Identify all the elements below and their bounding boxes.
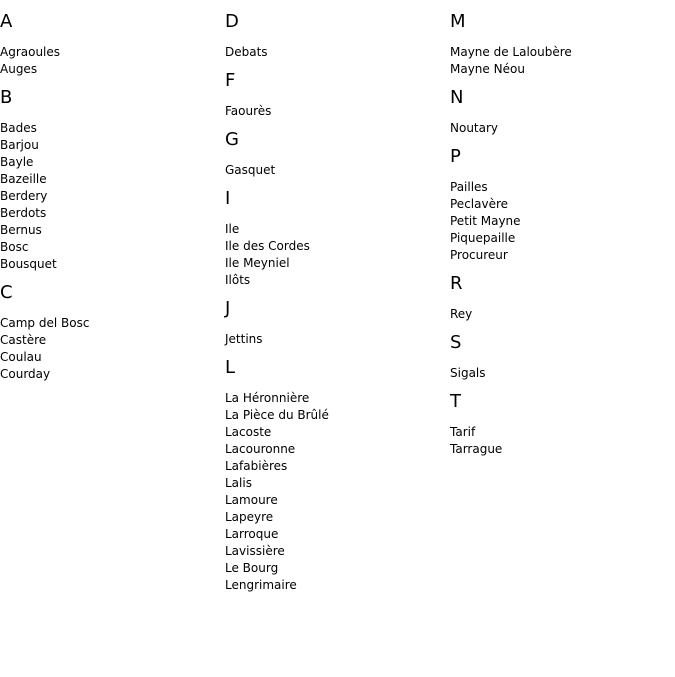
list-item: Lamoure xyxy=(225,493,278,507)
list-item: Lalis xyxy=(225,476,252,490)
letter-heading: M xyxy=(450,11,466,32)
list-item: Tarif xyxy=(450,425,476,439)
name-list xyxy=(225,390,440,594)
list-item: Courday xyxy=(0,367,51,381)
list-item: Camp del Bosc xyxy=(0,316,90,330)
letter-heading: I xyxy=(225,188,231,209)
list-item: Auges xyxy=(0,62,38,76)
letter-group-b xyxy=(0,86,215,273)
name-list xyxy=(225,162,440,179)
name-list xyxy=(225,221,440,289)
list-item: Lavissière xyxy=(225,544,285,558)
name-list xyxy=(0,120,215,273)
index-column-2 xyxy=(225,10,440,602)
letter-group-m xyxy=(450,10,665,78)
list-item: Noutary xyxy=(450,121,499,135)
list-item: Lacoste xyxy=(225,425,272,439)
list-item: Ile xyxy=(225,222,240,236)
list-item: Gasquet xyxy=(225,163,276,177)
list-item: Lapeyre xyxy=(225,510,274,524)
list-item: Ile Meyniel xyxy=(225,256,290,270)
list-item: Tarrague xyxy=(450,442,503,456)
letter-heading: G xyxy=(225,129,239,150)
letter-heading: N xyxy=(450,87,464,108)
letter-group-r xyxy=(450,272,665,323)
list-item: Lafabières xyxy=(225,459,288,473)
list-item: Coulau xyxy=(0,350,42,364)
letter-heading: D xyxy=(225,11,239,32)
letter-group-c xyxy=(0,281,215,383)
list-item: Jettins xyxy=(225,332,263,346)
list-item: Ile des Cordes xyxy=(225,239,310,253)
list-item: Agraoules xyxy=(0,45,61,59)
name-list xyxy=(225,331,440,348)
index-column-3 xyxy=(450,10,665,466)
list-item: Berdery xyxy=(0,189,48,203)
name-list xyxy=(450,424,665,458)
list-item: Berdots xyxy=(0,206,47,220)
name-list xyxy=(450,179,665,264)
letter-group-l xyxy=(225,356,440,594)
list-item: Piquepaille xyxy=(450,231,516,245)
list-item: Bades xyxy=(0,121,37,135)
letter-group-n xyxy=(450,86,665,137)
list-item: Lacouronne xyxy=(225,442,296,456)
list-item: Petit Mayne xyxy=(450,214,521,228)
letter-group-s xyxy=(450,331,665,382)
letter-group-t xyxy=(450,390,665,458)
list-item: Mayne Néou xyxy=(450,62,525,76)
list-item: Pailles xyxy=(450,180,488,194)
name-list xyxy=(450,44,665,78)
list-item: Mayne de Laloubère xyxy=(450,45,572,59)
list-item: Sigals xyxy=(450,366,486,380)
name-list xyxy=(450,306,665,323)
letter-heading: L xyxy=(225,357,236,378)
letter-group-a xyxy=(0,10,215,78)
list-item: Bosc xyxy=(0,240,29,254)
list-item: Bernus xyxy=(0,223,42,237)
name-list xyxy=(0,315,215,383)
list-item: Peclavère xyxy=(450,197,509,211)
list-item: Le Bourg xyxy=(225,561,279,575)
name-list xyxy=(0,44,215,78)
letter-heading: S xyxy=(450,332,462,353)
list-item: La Pièce du Brûlé xyxy=(225,408,329,422)
letter-heading: B xyxy=(0,87,13,108)
list-item: Bayle xyxy=(0,155,34,169)
name-list xyxy=(450,120,665,137)
list-item: Rey xyxy=(450,307,473,321)
letter-heading: A xyxy=(0,11,13,32)
list-item: Bazeille xyxy=(0,172,47,186)
letter-heading: R xyxy=(450,273,463,294)
name-list xyxy=(450,365,665,382)
list-item: Lengrimaire xyxy=(225,578,297,592)
letter-group-i xyxy=(225,187,440,289)
list-item: La Héronnière xyxy=(225,391,310,405)
list-item: Ilôts xyxy=(225,273,251,287)
letter-heading: F xyxy=(225,70,236,91)
letter-group-p xyxy=(450,145,665,264)
list-item: Faourès xyxy=(225,104,272,118)
letter-group-j xyxy=(225,297,440,348)
letter-heading: P xyxy=(450,146,461,167)
letter-group-f xyxy=(225,69,440,120)
list-item: Bousquet xyxy=(0,257,57,271)
list-item: Procureur xyxy=(450,248,508,262)
list-item: Larroque xyxy=(225,527,279,541)
index-column-1 xyxy=(0,10,215,391)
name-list xyxy=(225,44,440,61)
letter-heading: T xyxy=(450,391,461,412)
list-item: Barjou xyxy=(0,138,39,152)
name-list xyxy=(225,103,440,120)
letter-group-d xyxy=(225,10,440,61)
letter-group-g xyxy=(225,128,440,179)
letter-heading: J xyxy=(225,298,231,319)
list-item: Castère xyxy=(0,333,47,347)
letter-heading: C xyxy=(0,282,13,303)
list-item: Debats xyxy=(225,45,268,59)
